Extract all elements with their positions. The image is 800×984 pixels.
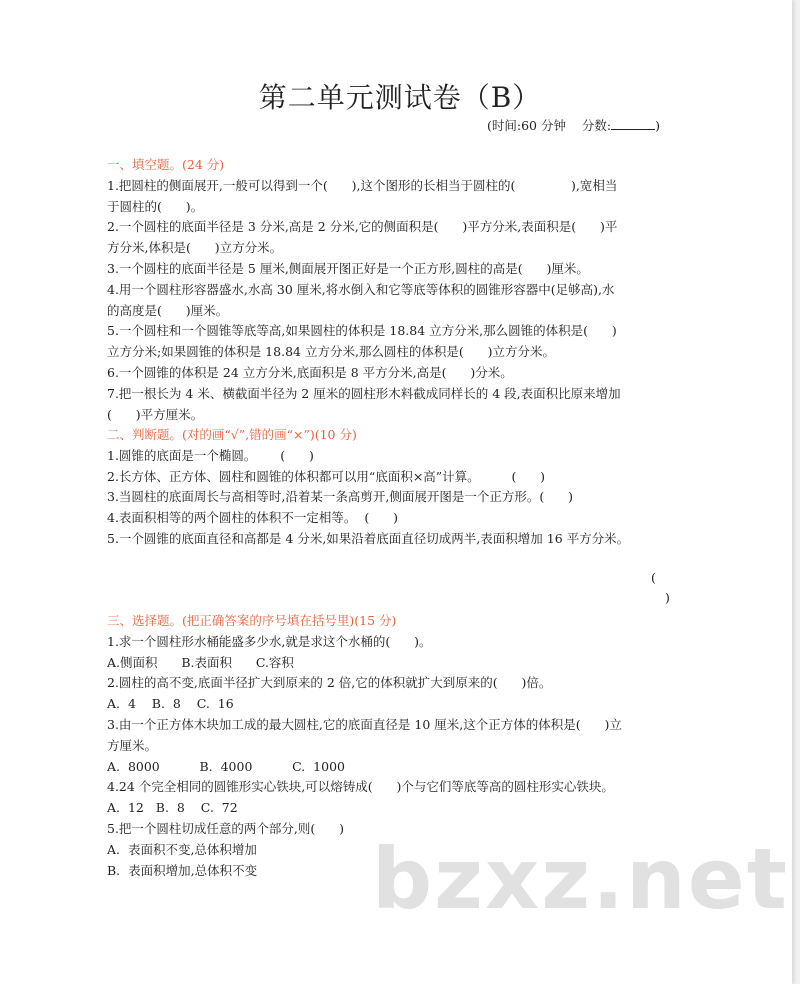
question-line: 6.一个圆锥的体积是 24 立方分米,底面积是 8 平方分米,高是( )分米。 xyxy=(107,365,513,380)
question-line: 5.把一个圆柱切成任意的两个部分,则( ) xyxy=(107,821,344,836)
question-line: 方厘米。 xyxy=(107,737,158,753)
time-and-score-label: (时间:60 分钟 分数: xyxy=(487,118,612,133)
question-line: 4.用一个圆柱形容器盛水,水高 30 厘米,将水倒入和它等底等体积的圆锥形容器中(足够高),水 xyxy=(107,281,615,297)
question-line: 4.24 个完全相同的圆锥形实心铁块,可以熔铸成( )个与它们等底等高的圆柱形实心铁块。 xyxy=(107,779,614,795)
section-heading: 二、判断题。(对的画“√”,错的画“×”)(10 分) xyxy=(107,427,357,442)
question-line: 的高度是( )厘米。 xyxy=(107,302,229,318)
question-line: A. 表面积不变,总体积增加 xyxy=(107,841,257,857)
question-line: 5.一个圆柱和一个圆锥等底等高,如果圆柱的体积是 18.84 立方分米,那么圆锥的体积是( ) xyxy=(107,323,617,339)
answer-bracket-open: ( xyxy=(651,570,656,585)
question-line: 于圆柱的( )。 xyxy=(107,198,204,214)
watermark: bzxz.net xyxy=(372,830,789,928)
question-line: 3.一个圆柱的底面半径是 5 厘米,侧面展开图正好是一个正方形,圆柱的高是( )厘米。 xyxy=(107,261,589,276)
question-line: A. 12 B. 8 C. 72 xyxy=(107,800,238,816)
question-line: 方分米,体积是( )立方分米。 xyxy=(107,240,283,256)
score-blank xyxy=(611,117,655,130)
question-line: A. 4 B. 8 C. 16 xyxy=(107,696,234,712)
question-line: 1.把圆柱的侧面展开,一般可以得到一个( ),这个图形的长相当于圆柱的( ),宽相当 xyxy=(107,177,618,193)
question-line: 立方分米;如果圆锥的体积是 18.84 立方分米,那么圆柱的体积是( )立方分米。 xyxy=(107,344,556,360)
page-title: 第二单元测试卷（B） xyxy=(258,81,542,114)
question-line: B. 表面积增加,总体积不变 xyxy=(107,862,258,878)
question-line: A. 8000 B. 4000 C. 1000 xyxy=(107,758,345,774)
question-line: 1.求一个圆柱形水桶能盛多少水,就是求这个水桶的( )。 xyxy=(107,633,432,649)
exam-info xyxy=(487,116,660,134)
question-line: 2.圆柱的高不变,底面半径扩大到原来的 2 倍,它的体积就扩大到原来的( )倍。 xyxy=(107,675,552,691)
question-line: 7.把一根长为 4 米、横截面半径为 2 厘米的圆柱形木料截成同样长的 4 段,表面积比原来增加 xyxy=(107,385,621,401)
question-line: 5.一个圆锥的底面直径和高都是 4 分米,如果沿着底面直径切成两半,表面积增加 16 平方分米。 xyxy=(107,531,630,546)
question-line: A.侧面积 B.表面积 C.容积 xyxy=(107,654,294,670)
question-line: 1.圆锥的底面是一个椭圆。 ( ) xyxy=(107,447,314,463)
question-line: 3.由一个正方体木块加工成的最大圆柱,它的底面直径是 10 厘米,这个正方体的体积是( )立 xyxy=(107,717,622,732)
question-line: 2.长方体、正方体、圆柱和圆锥的体积都可以用“底面积×高”计算。 ( ) xyxy=(107,468,546,484)
section-heading: 三、选择题。(把正确答案的序号填在括号里)(15 分) xyxy=(107,613,397,628)
exam-info-close: ) xyxy=(655,118,660,133)
answer-bracket-close: ) xyxy=(665,590,670,605)
question-line: 2.一个圆柱的底面半径是 3 分米,高是 2 分米,它的侧面积是( )平方分米,表面积是( )平 xyxy=(107,219,618,235)
section-heading: 一、填空题。(24 分) xyxy=(107,157,225,172)
question-line: ( )平方厘米。 xyxy=(107,406,204,422)
question-line: 3.当圆柱的底面周长与高相等时,沿着某一条高剪开,侧面展开图是一个正方形。( ) xyxy=(107,489,573,505)
question-line: 4.表面积相等的两个圆柱的体积不一定相等。 ( ) xyxy=(107,510,398,526)
